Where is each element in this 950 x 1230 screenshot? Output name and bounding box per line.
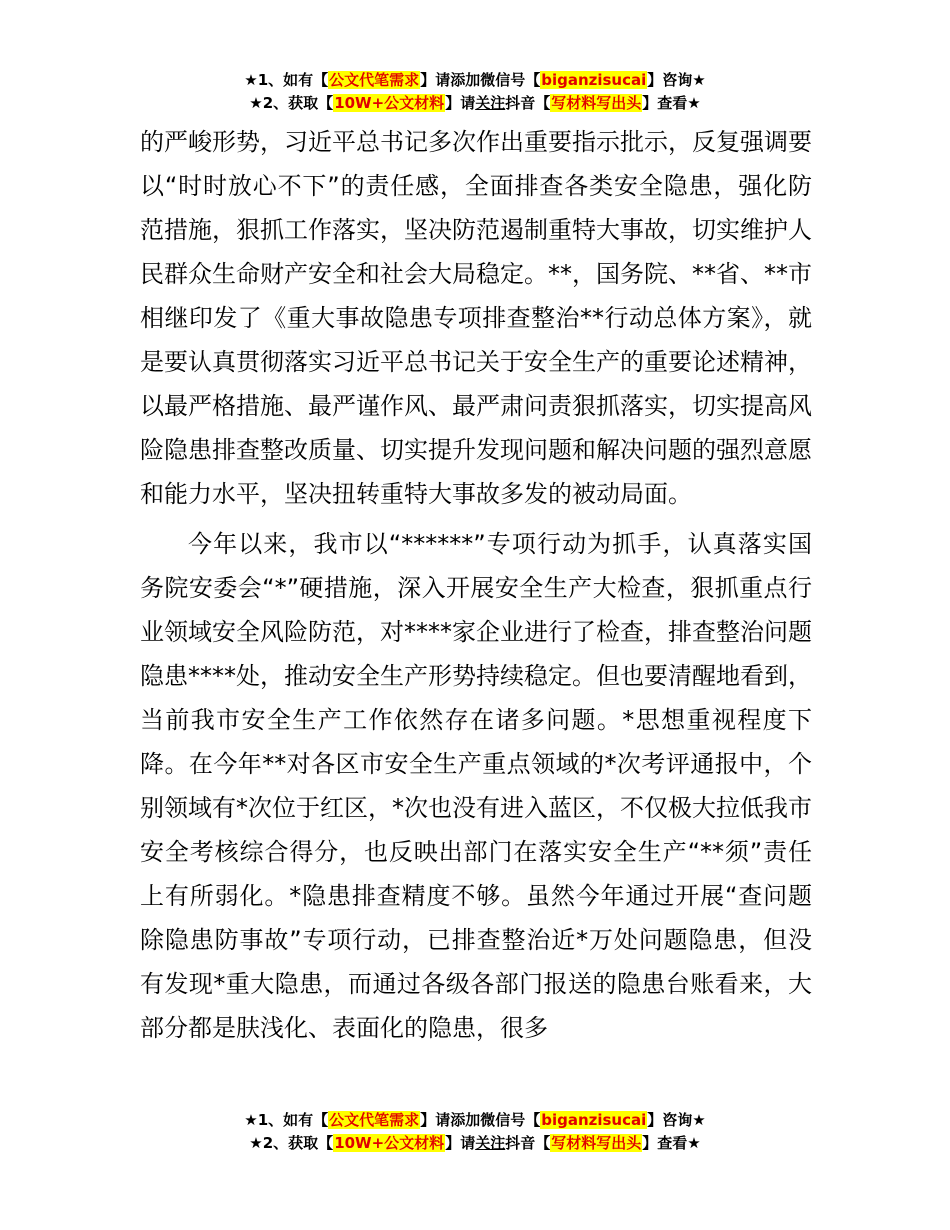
paragraph-2: 今年以来，我市以“******”专项行动为抓手，认真落实国务院安委会“*”硬措施，深入开展安全生产大检查，狠抓重点行业领域安全风险防范，对****家企业进行了检查，排查整治问题隐患****处，推动安全生产形势持续稳定。但也要清醒地看到，当前我市安全生产工作依然存在诸多问题。*思想重视程度下降。在今年**对各区市安全生产重点领域的*次考评通报中，个别领域有*次位于红区，*次也没有进入蓝区，不仅极大拉低我市安全考核综合得分，也反映出部门在落实安全生产“**须”责任上有所弱化。*隐患排查精度不够。虽然今年通过开展“查问题除隐患防事故”专项行动，已排查整治近*万处问题隐患，但没有发现*重大隐患，而通过各级各部门报送的隐患台账看来，大部分都是肤浅化、表面化的隐患，很多	[140, 530, 812, 1042]
underlined-follow: 关注	[475, 1134, 506, 1152]
highlight-materials: 10W+公文材料	[334, 94, 445, 112]
banner-text: 抖音【	[505, 94, 551, 112]
banner-text: ★1、如有【	[244, 71, 329, 89]
banner-text: ★2、获取【	[249, 1134, 334, 1152]
banner-line-2	[0, 92, 950, 115]
banner-text: ★1、如有【	[244, 1111, 329, 1129]
banner-text: 】查看★	[642, 1134, 701, 1152]
banner-line-1	[0, 1109, 950, 1132]
banner-text: 】请	[445, 94, 476, 112]
highlight-wechat-id: biganzisucai	[541, 1111, 647, 1129]
underlined-follow: 关注	[475, 94, 506, 112]
highlight-douyin-account: 写材料写出头	[551, 94, 642, 112]
paragraph-1: 的严峻形势，习近平总书记多次作出重要指示批示，反复强调要以“时时放心不下”的责任感，全面排查各类安全隐患，强化防范措施，狠抓工作落实，坚决防范遏制重特大事故，切实维护人民群众生命财产安全和社会大局稳定。**，国务院、**省、**市相继印发了《重大事故隐患专项排查整治**行动总体方案》，就是要认真贯彻落实习近平总书记关于安全生产的重要论述精神，以最严格措施、最严谨作风、最严肃问责狠抓落实，切实提高风险隐患排查整改质量、切实提升发现问题和解决问题的强烈意愿和能力水平，坚决扭转重特大事故多发的被动局面。	[140, 128, 812, 508]
banner-text: 抖音【	[505, 1134, 551, 1152]
highlight-service: 公文代笔需求	[329, 1111, 420, 1129]
highlight-materials: 10W+公文材料	[334, 1134, 445, 1152]
document-body	[140, 120, 812, 1050]
highlight-wechat-id: biganzisucai	[541, 71, 647, 89]
banner-line-2	[0, 1132, 950, 1155]
banner-text: 】查看★	[642, 94, 701, 112]
banner-text: 】请添加微信号【	[420, 1111, 541, 1129]
banner-line-1	[0, 69, 950, 92]
highlight-service: 公文代笔需求	[329, 71, 420, 89]
highlight-douyin-account: 写材料写出头	[551, 1134, 642, 1152]
banner-text: ★2、获取【	[249, 94, 334, 112]
banner-text: 】请	[445, 1134, 476, 1152]
banner-text: 】请添加微信号【	[420, 71, 541, 89]
banner-text: 】咨询★	[647, 71, 706, 89]
banner-text: 】咨询★	[647, 1111, 706, 1129]
header-banner	[0, 69, 950, 115]
footer-banner	[0, 1109, 950, 1155]
